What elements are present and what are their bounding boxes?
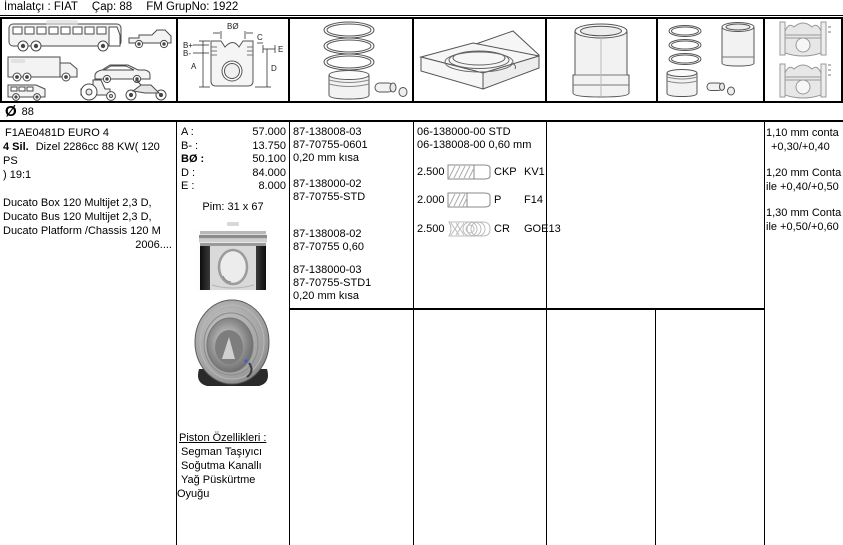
empty-cell — [290, 310, 414, 545]
part-number: 87-70755-STD1 — [293, 277, 372, 289]
ring-type: CKP — [494, 165, 517, 178]
application-line: Ducato Platform /Chassis 120 M — [3, 225, 161, 237]
piston-features-title: Piston Özellikleri : — [179, 431, 267, 444]
part-number: 87-138008-02 — [293, 228, 362, 240]
application-line: Ducato Box 120 Multijet 2,3 D, — [3, 197, 152, 209]
ring-type: P — [494, 193, 502, 206]
piston-liner-set-icon — [659, 19, 762, 101]
gasket-protrusion: ile +0,40/+0,50 — [766, 180, 839, 193]
dimension-row — [177, 126, 289, 140]
part-number-group — [293, 126, 411, 165]
piston-feature: Yağ Püskürtme — [181, 473, 256, 486]
dimension-label: A : — [181, 126, 194, 138]
piston-rings-icon — [291, 19, 411, 101]
piston-feature: Segman Taşıyıcı — [181, 445, 263, 458]
piston-part-numbers-cell — [290, 122, 414, 308]
spacer — [3, 182, 174, 196]
ring-brand: GOE13 — [524, 222, 561, 235]
dimension-value: 13.750 — [252, 139, 286, 152]
dim-label-c: C — [257, 33, 263, 42]
ring-size: 2.500 — [417, 165, 445, 178]
piston-features — [177, 431, 289, 501]
gasket-options-cell — [765, 122, 843, 545]
empty-cell — [414, 310, 547, 545]
part-number: 87-138008-03 — [293, 126, 362, 138]
piston-feature: Soğutma Kanallı — [181, 459, 262, 472]
bore-value: 88 — [21, 105, 34, 118]
middle-top-section — [290, 122, 765, 308]
vehicles-icon — [3, 19, 175, 101]
page-header — [0, 0, 843, 16]
part-number: 87-138000-02 — [293, 178, 362, 190]
ring-size: 2.000 — [417, 193, 445, 206]
dimension-value: 8.000 — [258, 180, 286, 192]
cylinder-liner-panel — [547, 19, 658, 101]
dim-label-bore: BØ — [227, 22, 239, 31]
empty-cell — [547, 122, 765, 308]
empty-cell — [547, 310, 656, 545]
dimension-label: D : — [181, 166, 196, 179]
part-number: 87-138000-03 — [293, 264, 362, 276]
dimension-value: 84.000 — [252, 166, 286, 179]
dimension-value: 50.100 — [252, 153, 286, 165]
compression-ring-profile-icon — [447, 192, 491, 208]
piston-dimensions-diagram — [179, 19, 287, 101]
gasket-option — [766, 207, 843, 234]
ring-spec-row — [417, 164, 546, 180]
ring-brand: F14 — [524, 193, 543, 206]
gasket-thickness: 1,30 mm Conta — [766, 207, 842, 219]
dim-label-e: E — [278, 45, 284, 54]
dim-label-b-minus: B- — [183, 49, 191, 58]
watermark-smudge — [227, 222, 239, 226]
liner-and-rings-cell — [414, 122, 561, 308]
engine-cylinders: 4 Sil. — [3, 141, 29, 153]
cylinder-liner-icon — [548, 19, 655, 101]
watermark-smudge — [46, 20, 78, 25]
gasket-option — [766, 167, 843, 194]
part-number: 87-70755-0601 — [293, 139, 368, 151]
dimension-label: E : — [181, 180, 195, 192]
piston-crown-photo — [193, 299, 273, 387]
middle-bottom-section — [290, 308, 765, 545]
piston-sections-icon — [766, 19, 840, 101]
part-number-group — [293, 228, 411, 254]
dimension-label: B- : — [181, 139, 199, 152]
part-number: 87-70755 0,60 — [293, 241, 364, 253]
part-number: 87-70755-STD — [293, 191, 366, 203]
gasket-protrusion: +0,30/+0,40 — [771, 140, 830, 153]
piston-dimensions-panel — [178, 19, 290, 101]
dimension-row — [177, 140, 289, 154]
vehicle-applications-panel — [2, 19, 178, 101]
dimension-row — [177, 153, 289, 167]
group-no-label: FM GrupNo: 1922 — [146, 1, 239, 13]
oil-ring-profile-icon — [447, 220, 491, 238]
gasket-thickness: 1,20 mm Conta — [766, 167, 842, 179]
compression-ring-profile-icon — [447, 164, 491, 180]
engine-code: F1AE0481D EURO 4 — [5, 127, 109, 139]
dimensions-cell — [177, 122, 290, 545]
engine-spec: Dizel 2286cc 88 KW( 120 PS — [3, 141, 160, 167]
ring-size: 2.500 — [417, 222, 445, 235]
gasket-thickness: 1,10 mm conta — [766, 127, 839, 139]
rings-piston-panel — [290, 19, 414, 101]
piston-section-photo — [196, 230, 270, 292]
liner-part-number: 06-138000-00 STD — [417, 126, 511, 138]
piston-sections-panel — [765, 19, 841, 101]
year-range: 2006.... — [135, 239, 172, 251]
ring-brand: KV1 — [524, 165, 545, 178]
ring-type: CR — [494, 222, 510, 235]
ring-spec-row — [417, 220, 561, 238]
part-number-group — [293, 178, 411, 204]
liner-set-panel — [658, 19, 765, 101]
manufacturer-label: İmalatçı : FIAT — [4, 1, 78, 13]
ring-spec-row — [417, 192, 546, 208]
diameter-label: Çap: 88 — [91, 1, 133, 13]
dim-label-d: D — [271, 64, 277, 73]
dimension-label: BØ : — [181, 153, 205, 165]
empty-cell — [656, 310, 765, 545]
part-number-group — [293, 264, 411, 303]
bore-row — [0, 103, 843, 122]
dimension-value: 57.000 — [252, 126, 286, 138]
piston-feature: Oyuğu — [177, 487, 210, 500]
part-note: 0,20 mm kısa — [293, 152, 360, 164]
engine-spec-cont: ) 19:1 — [3, 169, 32, 181]
liner-part-number: 06-138008-00 0,60 mm — [417, 139, 532, 151]
catalog-body — [0, 122, 843, 545]
dim-label-a: A — [191, 62, 197, 71]
gasket-box-panel — [414, 19, 547, 101]
engine-info-cell — [0, 122, 177, 545]
gasket-box-icon — [415, 19, 544, 101]
part-note: 0,20 mm kısa — [293, 290, 360, 302]
engine-spec-line — [3, 140, 174, 168]
middle-columns — [290, 122, 765, 545]
gasket-option — [766, 127, 843, 154]
gasket-protrusion: ile +0,50/+0,60 — [766, 220, 839, 233]
pin-size: Pim: 31 x 67 — [202, 200, 264, 213]
application-line: Ducato Bus 120 Multijet 2,3 D, — [3, 211, 152, 223]
diameter-symbol: Ø — [5, 103, 17, 120]
dimension-row — [177, 180, 289, 194]
dim-label-b-plus: B+ — [183, 41, 194, 50]
product-icon-row — [0, 17, 843, 103]
dimension-row — [177, 167, 289, 181]
